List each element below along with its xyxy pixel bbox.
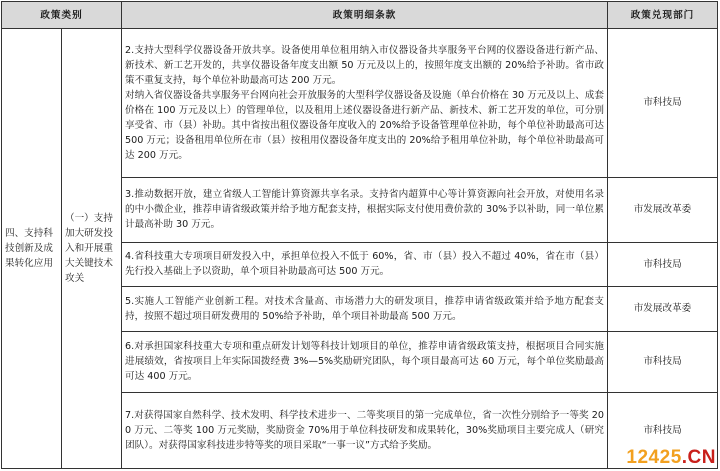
policy-detail-cell	[122, 29, 608, 178]
policy-detail-cell	[122, 331, 608, 392]
category-level2: （一）支持加大研发投入和开展重大关键技术攻关	[62, 29, 122, 469]
policy-paragraph: 对纳入省仪器设备共享服务平台网向社会开放服务的大型科学仪器设备及设施（单台价格在 30 万元及以上、成套价格在 100 万元及以上）的管理单位，以及租用上述仪器设备进行新产品、新技术、新工艺开发的单位，可分别享受省、市（县）补助。其中省按出租仪器设备年度收入的 20%给予设备管理单位补助，每个单位补助最高可达 500 万元；设备租用单位所在市（县）按租用仪器设备年度支出的 20%给予租用单位补助，每个单位补助最高可达 200 万元。	[125, 89, 604, 161]
policy-paragraph: 2.支持大型科学仪器设备开放共享。设备使用单位租用纳入市仪器设备共享服务平台网的仪器设备进行新产品、新技术、新工艺开发的，共享仪器设备年度支出额 50 万元及以上的，按照年度支出额的 20%给予补助。省市政策不重复支持，每个单位补助最高可达 200 万元。	[125, 44, 604, 86]
department-cell: 市科技局	[608, 29, 718, 178]
department-cell: 市发展改革委	[608, 177, 718, 242]
category-level1: 四、支持科技创新及成果转化应用	[2, 29, 62, 469]
watermark-domain: .CN	[681, 447, 716, 468]
department-cell: 市发展改革委	[608, 287, 718, 331]
header-detail: 政策明细条款	[122, 2, 608, 29]
table-header-row	[2, 2, 718, 29]
policy-paragraph: 5.实施人工智能产业创新工程。对技术含量高、市场潜力大的研发项目，推荐申请省级政策并给予地方配套支持，按照不超过项目研发费用的 50%给予补助，单个项目补助最高 500 万元。	[125, 295, 604, 322]
policy-detail-cell	[122, 287, 608, 331]
department-cell: 市科技局	[608, 392, 718, 468]
watermark-number: 12425	[626, 447, 682, 468]
department-cell: 市科技局	[608, 242, 718, 286]
header-department: 政策兑现部门	[608, 2, 718, 29]
department-cell: 市科技局	[608, 331, 718, 392]
policy-paragraph: 6.对承担国家科技重大专项和重点研发计划等科技计划项目的单位，推荐申请省级政策支持，根据项目合同实施进展绩效，省按项目上年实际国拨经费 3%—5%奖励研究团队，每个项目最高可达 60 万元，每个单位奖励最高可达 400 万元。	[125, 341, 604, 383]
site-watermark-logo	[626, 447, 716, 469]
table-row	[2, 29, 718, 178]
policy-paragraph: 7.对获得国家自然科学、技术发明、科学技术进步一、二等奖项目的第一完成单位，省一次性分别给予一等奖 200 万元、二等奖 100 万元奖励，奖励资金 70%用于单位科技研发和成果转化，30%奖励项目主要完成人（研究团队）。对获得国家科技进步特等奖的项目采取“一事一议”方式给予奖励。	[125, 409, 604, 451]
policy-table	[1, 1, 718, 469]
policy-detail-cell	[122, 392, 608, 468]
policy-paragraph: 3.推动数据开放，建立省级人工智能计算资源共享名录。支持省内超算中心等计算资源向社会开放，对使用名录的中小微企业，推荐申请省级政策并给予地方配套支持，根据实际支付使用费价款的 30%予以补助，同一单位累计最高补助 30 万元。	[125, 189, 604, 231]
policy-paragraph: 4.省科技重大专项项目研发投入中，承担单位投入不低于 60%，省、市（县）投入不超过 40%，省在市（县）先行投入基础上予以资助，单个项目补助最高可达 500 万元。	[125, 251, 604, 278]
header-category: 政策类别	[2, 2, 122, 29]
policy-detail-cell	[122, 242, 608, 286]
policy-detail-cell	[122, 177, 608, 242]
